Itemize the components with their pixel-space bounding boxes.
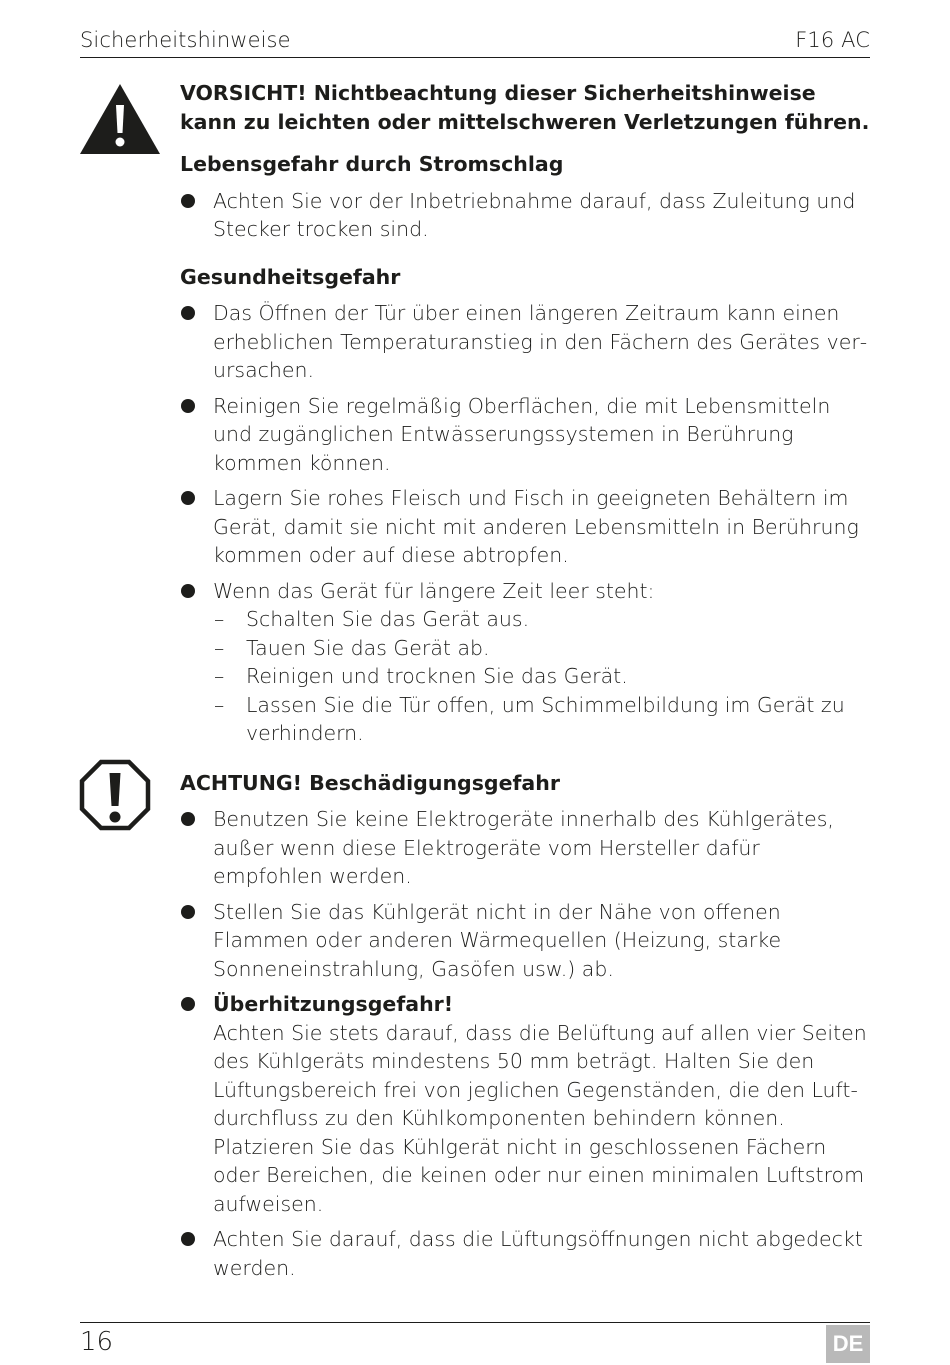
- language-badge: DE: [826, 1325, 870, 1363]
- step-item: – Tauen Sie das Gerät ab.: [213, 634, 872, 663]
- list-item: Reinigen Sie regelmäßig Oberflächen, die mit Lebensmitteln und zugänglichen Entwässerungssystemen in Berührung kommen können.: [180, 392, 872, 478]
- overheat-heading: Überhitzungsgefahr!: [213, 992, 454, 1016]
- section-heading-health: Gesundheitsgefahr: [180, 264, 401, 289]
- electric-list: [180, 187, 872, 244]
- section-heading-electric: Lebensgefahr durch Stromschlag: [180, 152, 564, 176]
- list-item: Das Öffnen der Tür über einen längeren Zeitraum kann einen erheblichen Temperaturanstieg in den Fächern des Gerätes verursachen.: [180, 299, 872, 385]
- header-section-title: Sicherheitshinweise: [80, 28, 291, 52]
- list-item: Benutzen Sie keine Elektrogeräte innerhalb des Kühlgerätes, außer wenn diese Elektrogeräte vom Hersteller dafür empfohlen werden.: [180, 805, 872, 891]
- main-content: [180, 79, 872, 1289]
- list-item: Lagern Sie rohes Fleisch und Fisch in geeigneten Behältern im Gerät, damit sie nicht mit anderen Lebensmitteln in Berührung kommen oder auf diese abtropfen.: [180, 484, 872, 570]
- list-item: Achten Sie darauf, dass die Lüftungsöffnungen nicht abgedeckt werden.: [180, 1225, 872, 1282]
- warning-triangle-icon: [79, 83, 161, 155]
- list-item: Achten Sie vor der Inbetriebnahme darauf, dass Zuleitung und Stecker trocken sind.: [180, 187, 872, 244]
- empty-appliance-text: Wenn das Gerät für längere Zeit leer steht:: [213, 578, 655, 603]
- step-item: – Reinigen und trocknen Sie das Gerät.: [213, 662, 872, 691]
- overheat-text: Achten Sie stets darauf, dass die Belüftung auf allen vier Seiten des Kühlgeräts mindestens 50 mm beträgt. Halten Sie den Lüftungsbereich frei von jeglichen Gegenständen, die den Luftdurchfluss zu den Kühlkomponenten behindern können. Platzieren Sie das Kühlgerät nicht in geschlossenen Fächern oder Bereichen, die keinen oder nur einen minimalen Luftstrom aufweisen.: [213, 1020, 867, 1216]
- notice-list: [180, 805, 872, 1282]
- notice-title: ACHTUNG! Beschädigungsgefahr: [180, 770, 560, 795]
- step-item: – Lassen Sie die Tür offen, um Schimmelbildung im Gerät zu verhindern.: [213, 691, 872, 748]
- health-list: [180, 299, 872, 748]
- header-model: F16 AC: [795, 28, 870, 52]
- notice-octagon-icon: [79, 759, 151, 831]
- empty-appliance-steps: [213, 605, 872, 748]
- list-item: [180, 577, 872, 748]
- caution-title: VORSICHT! Nichtbeachtung dieser Sicherheitshinweise kann zu leichten oder mittelschweren Verletzungen führen.: [180, 81, 870, 134]
- page-number: 16: [80, 1327, 114, 1357]
- step-item: – Schalten Sie das Gerät aus.: [213, 605, 872, 634]
- list-item: Stellen Sie das Kühlgerät nicht in der Nähe von offenen Flammen oder anderen Wärmequellen (Heizung, starke Sonneneinstrahlung, Gasöfen usw.) ab.: [180, 898, 872, 984]
- footer-divider: [80, 1322, 870, 1323]
- list-item: [180, 990, 872, 1218]
- page-header: [80, 26, 870, 58]
